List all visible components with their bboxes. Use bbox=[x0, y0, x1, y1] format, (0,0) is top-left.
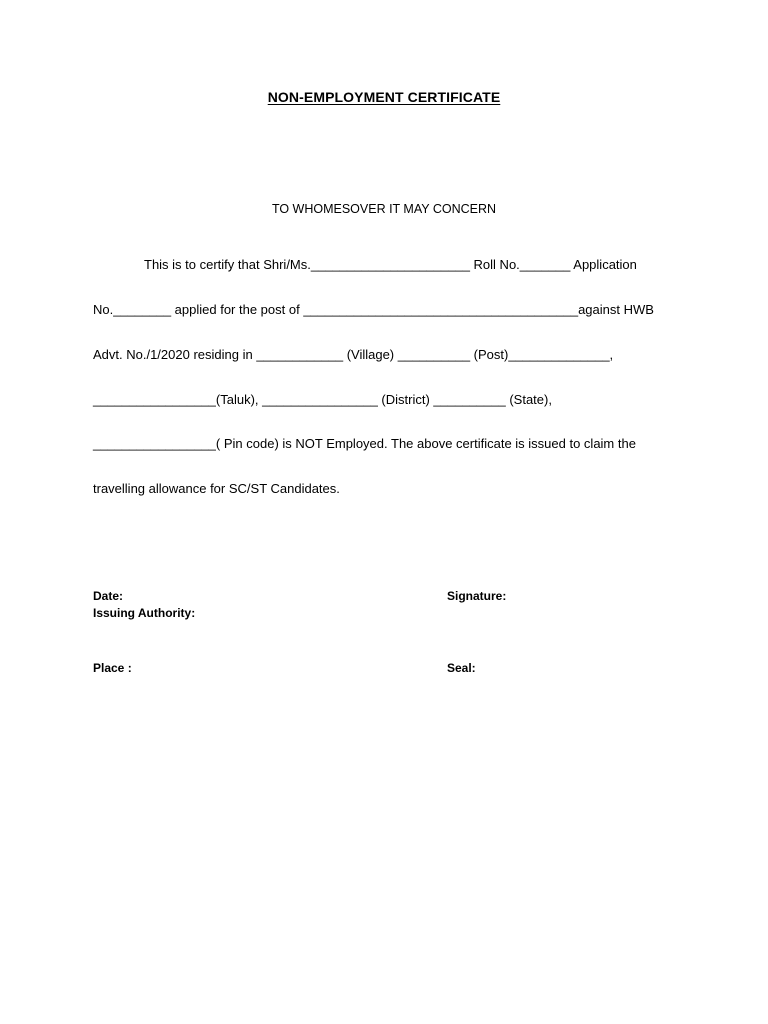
seal-label: Seal: bbox=[447, 661, 476, 675]
salutation: TO WHOMESOVER IT MAY CONCERN bbox=[271, 202, 497, 216]
place-label: Place : bbox=[93, 661, 132, 675]
body-line-3: Advt. No./1/2020 residing in ____________ (Village) __________ (Post)______________, bbox=[93, 347, 614, 362]
signature-label: Signature: bbox=[447, 589, 507, 603]
body-line-5: _________________( Pin code) is NOT Employed. The above certificate is issued to claim the bbox=[93, 436, 636, 451]
body-line-1: This is to certify that Shri/Ms.______________________ Roll No._______ Application bbox=[144, 257, 637, 272]
body-line-2: No.________ applied for the post of ______________________________________against HWB bbox=[93, 302, 654, 317]
issuing-authority-label: Issuing Authority: bbox=[93, 606, 196, 620]
body-line-6: travelling allowance for SC/ST Candidates. bbox=[93, 481, 340, 496]
certificate-title: NON-EMPLOYMENT CERTIFICATE bbox=[267, 89, 501, 105]
date-label: Date: bbox=[93, 589, 124, 603]
body-line-4: _________________(Taluk), ________________ (District) __________ (State), bbox=[93, 392, 552, 407]
